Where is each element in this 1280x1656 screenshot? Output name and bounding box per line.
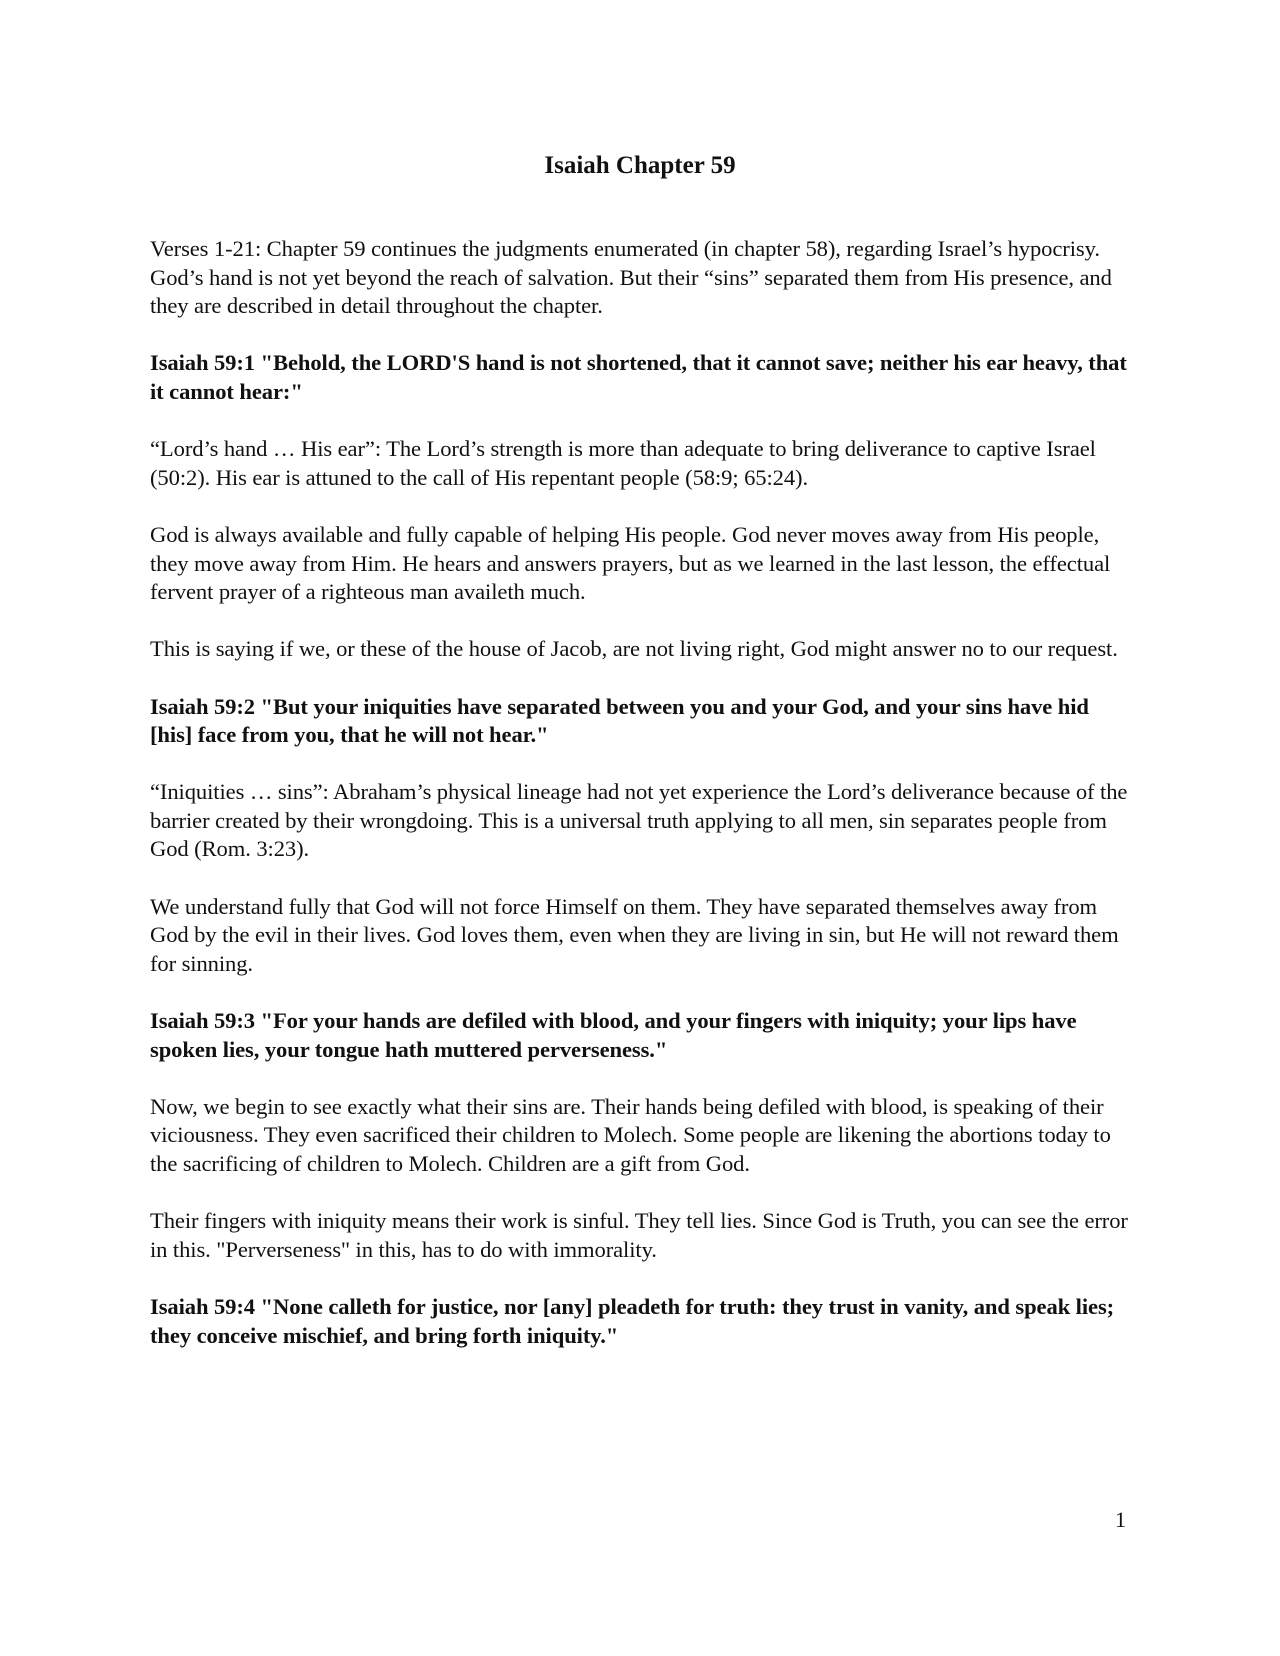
commentary-paragraph: God is always available and fully capable of helping His people. God never moves away from His people, they move away from Him. He hears and answers prayers, but as we learned in the last lesson, the effectual fervent prayer of a righteous man availeth much.	[150, 521, 1111, 605]
verse-59-3: Isaiah 59:3 "For your hands are defiled with blood, and your fingers with iniquity; your lips have spoken lies, your tongue hath muttered perverseness."	[150, 1008, 1077, 1062]
commentary-paragraph: This is saying if we, or these of the house of Jacob, are not living right, God might answer no to our request.	[150, 636, 1118, 662]
verse-59-2: Isaiah 59:2 "But your iniquities have separated between you and your God, and your sins have hid [his] face from you, that he will not hear."	[150, 693, 1089, 748]
commentary-paragraph: Now, we begin to see exactly what their sins are. Their hands being defiled with blood, is speaking of their viciousness. They even sacrificed their children to Molech. Some people are likening the abortions today to the sacrificing of children to Molech. Children are a gift from God.	[150, 1093, 1111, 1176]
verse-59-1: Isaiah 59:1 "Behold, the LORD'S hand is not shortened, that it cannot save; neither his ear heavy, that it cannot hear:"	[150, 350, 1127, 404]
document-body	[150, 235, 1130, 1379]
commentary-paragraph: We understand fully that God will not force Himself on them. They have separated themselves away from God by the evil in their lives. God loves them, even when they are living in sin, but He will not reward them for sinning.	[150, 893, 1119, 976]
page-number: 1	[1115, 1507, 1126, 1532]
commentary-paragraph: “Lord’s hand … His ear”: The Lord’s strength is more than adequate to bring deliverance to captive Israel (50:2). His ear is attuned to the call of His repentant people (58:9; 65:24).	[150, 436, 1096, 490]
intro-paragraph: Verses 1-21: Chapter 59 continues the judgments enumerated (in chapter 58), regarding Israel’s hypocrisy. God’s hand is not yet beyond the reach of salvation. But their “sins” separated them from His presence, and they are described in detail throughout the chapter.	[150, 236, 1112, 319]
commentary-paragraph: “Iniquities … sins”: Abraham’s physical lineage had not yet experience the Lord’s deliverance because of the barrier created by their wrongdoing. This is a universal truth applying to all men, sin separates people from God (Rom. 3:23).	[150, 779, 1128, 862]
verse-59-4: Isaiah 59:4 "None calleth for justice, nor [any] pleadeth for truth: they trust in vanity, and speak lies; they conceive mischief, and bring forth iniquity."	[150, 1293, 1115, 1348]
commentary-paragraph: Their fingers with iniquity means their work is sinful. They tell lies. Since God is Truth, you can see the error in this. "Perverseness" in this, has to do with immorality.	[150, 1208, 1128, 1262]
page-title: Isaiah Chapter 59	[544, 152, 736, 179]
